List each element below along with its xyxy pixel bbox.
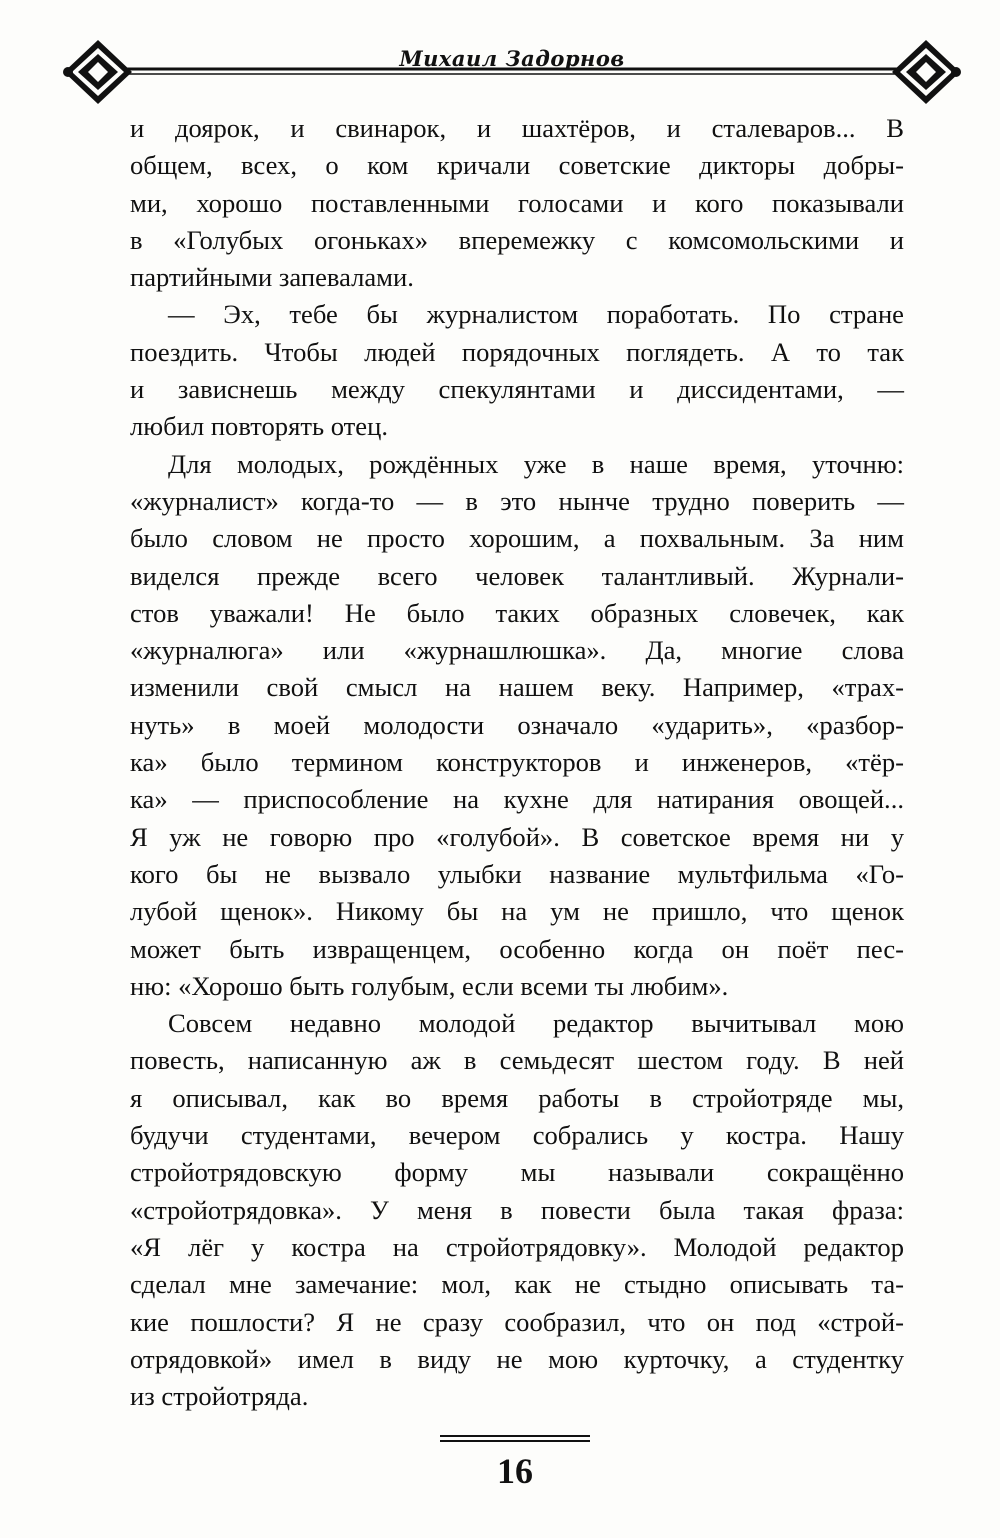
text-line: Совсем недавно молодой редактор вычитывал мою — [168, 1008, 904, 1039]
text-line: изменили свой смысл на нашем веку. Например, «трах- — [130, 672, 904, 703]
text-line: общем, всех, о ком кричали советские дикторы добры- — [130, 150, 904, 181]
text-line: поездить. Чтобы людей порядочных поглядеть. А то так — [130, 336, 904, 367]
text-line: ню: «Хорошо быть голубым, если всеми ты любим». — [130, 970, 729, 1001]
text-line: я описывал, как во время работы в стройотряде мы, — [130, 1082, 904, 1113]
text-line: в «Голубых огоньках» вперемежку с комсомольскими и — [130, 224, 904, 255]
text-line: «журналюга» или «журнашлюшка». Да, многие слова — [130, 635, 904, 666]
running-header — [62, 38, 962, 108]
text-line: любил повторять отец. — [130, 411, 388, 442]
text-line: «журналист» когда-то — в это нынче трудно поверить — — [130, 485, 904, 516]
text-line: и зависнешь между спекулянтами и диссидентами, — — [130, 374, 904, 405]
paragraph — [130, 110, 904, 296]
text-line: сделал мне замечание: мол, как не стыдно описывать та- — [130, 1269, 904, 1300]
text-line: было словом не просто хорошим, а похвальным. За ним — [130, 523, 904, 554]
paragraph — [130, 446, 904, 1005]
text-line: Для молодых, рождённых уже в наше время, уточню: — [168, 448, 904, 479]
text-line: кие пошлости? Я не сразу сообразил, что он под «строй- — [130, 1306, 904, 1337]
header-author: Михаил Задорнов — [399, 46, 625, 71]
text-line: ка» было термином конструкторов и инженеров, «тёр- — [130, 747, 904, 778]
main-text — [130, 110, 904, 1415]
text-line: и доярок, и свинарок, и шахтёров, и сталеваров... В — [130, 113, 904, 143]
footer-rule — [440, 1433, 590, 1447]
text-line: может быть извращенцем, особенно когда он поёт пес- — [130, 933, 904, 964]
text-line: Я уж не говорю про «голубой». В советское время ни у — [130, 821, 904, 852]
text-line: ка» — приспособление на кухне для натирания овощей... — [130, 784, 904, 815]
text-line: — Эх, тебе бы журналистом поработать. По стране — [168, 299, 904, 330]
text-line: нуть» в моей молодости означало «ударить», «разбор- — [130, 709, 904, 740]
text-line: «стройотрядовка». У меня в повести была такая фраза: — [130, 1194, 904, 1225]
text-line: будучи студентами, вечером собрались у костра. Нашу — [130, 1120, 904, 1151]
text-line: из стройотряда. — [130, 1381, 309, 1412]
text-line: стов уважали! Не было таких образных словечек, как — [130, 597, 904, 628]
paragraph — [130, 296, 904, 445]
text-line: партийными запевалами. — [130, 262, 414, 293]
text-line: повесть, написанную аж в семьдесят шестом году. В ней — [130, 1045, 904, 1076]
paragraph — [130, 1005, 904, 1415]
text-line: лубой щенок». Никому бы на ум не пришло, что щенок — [130, 896, 904, 927]
text-line: «Я лёг у костра на стройотрядовку». Молодой редактор — [130, 1231, 904, 1262]
page-number: 16 — [497, 1451, 533, 1491]
text-line: ми, хорошо поставленными голосами и кого показывали — [130, 187, 904, 218]
text-line: виделся прежде всего человек талантливый. Журнали- — [130, 560, 904, 591]
text-line: отрядовкой» имел в виду не мою курточку, а студентку — [130, 1343, 904, 1374]
text-line: кого бы не вызвало улыбки название мультфильма «Го- — [130, 858, 904, 889]
text-line: стройотрядовскую форму мы называли сокращённо — [130, 1157, 904, 1188]
